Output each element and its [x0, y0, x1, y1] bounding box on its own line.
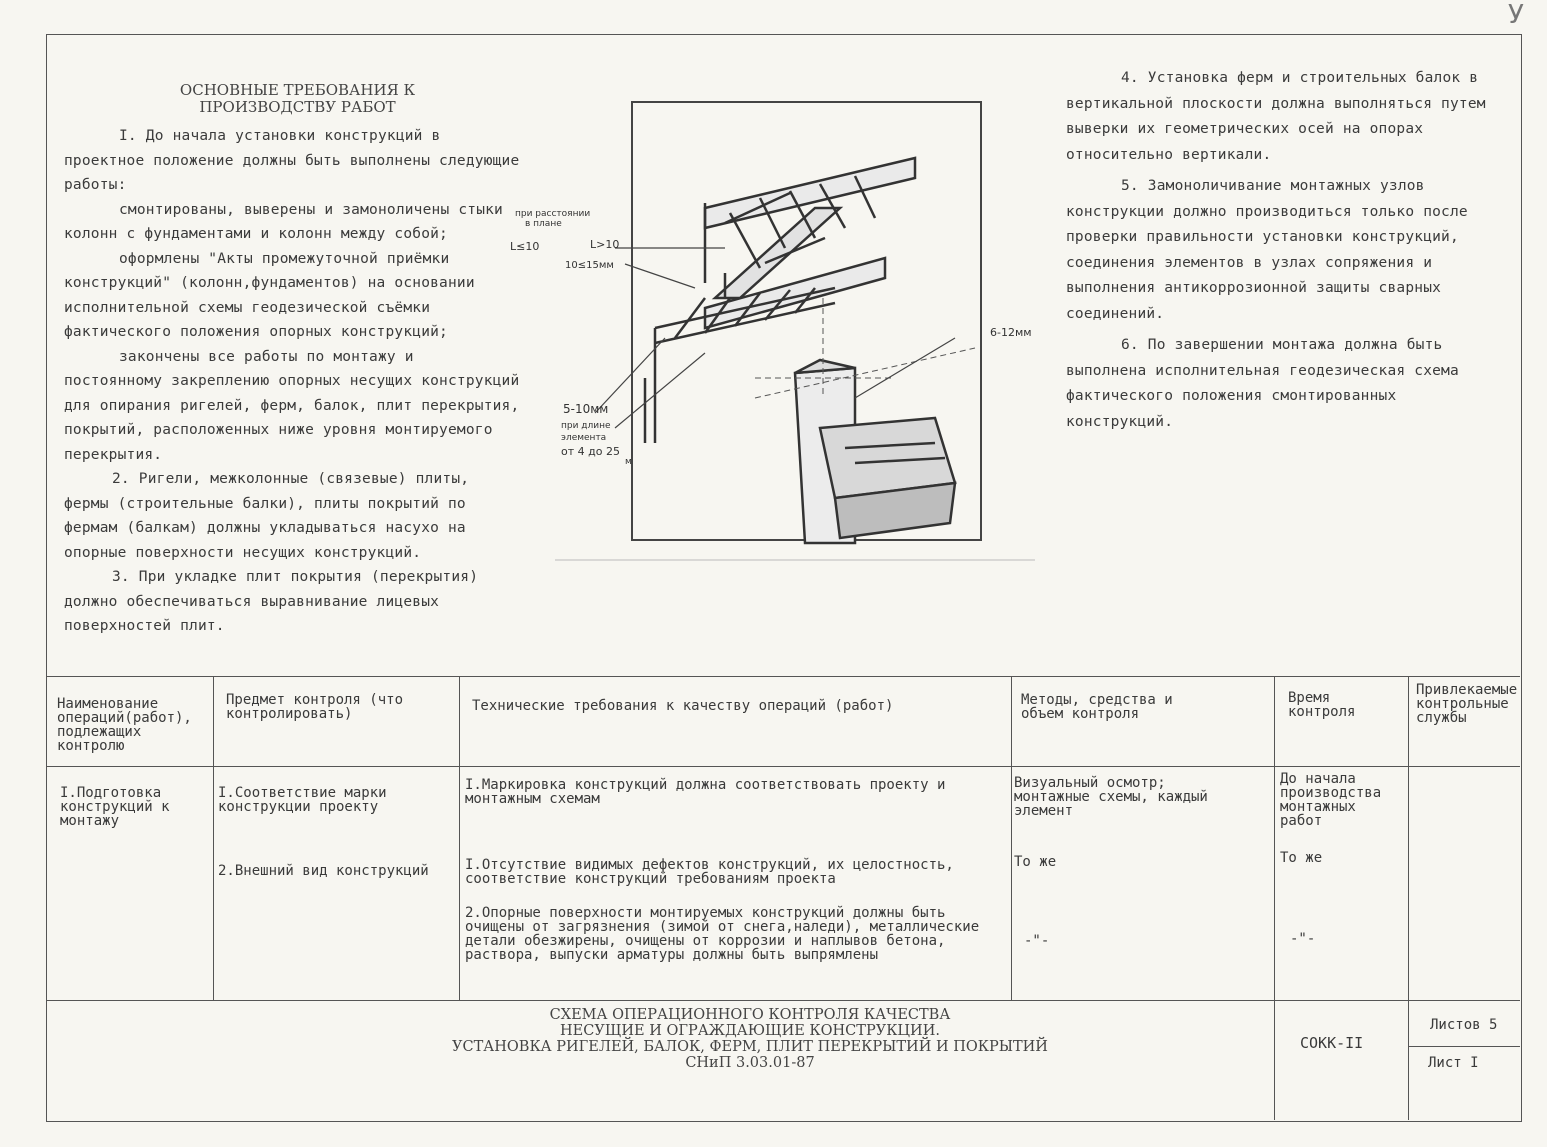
paragraph-1b: оформлены "Акты промежуточной приёмки конструкций" (колонн,фундаментов) на основании исполнительной схемы геодезической съёмки фактического положения опорных конструкций; [64, 250, 475, 340]
stamp-line-1: СХЕМА ОПЕРАЦИОННОГО КОНТРОЛЯ КАЧЕСТВА [549, 1007, 951, 1023]
label-6-12mm: 6-12мм [990, 326, 1032, 339]
header-time: Время контроля [1288, 690, 1356, 720]
stamp-mid-line [1408, 1046, 1520, 1047]
label-length-3: от 4 до 25 [561, 445, 620, 458]
paragraph-1a: смонтированы, выверены и замоноличены стыки колонн с фундаментами и колонн между собой; [64, 201, 503, 242]
header-services: Привлекаемые контрольные службы [1416, 682, 1518, 726]
row1-method: Визуальный осмотр; монтажные схемы, каждый элемент [1014, 775, 1208, 819]
col-line-3 [1011, 676, 1012, 1000]
label-l-le-10: L≤10 [510, 240, 540, 253]
paragraph-4: 4. Установка ферм и строительных балок в вертикальной плоскости должна выполняться путем выверки их геометрических осей на опорах относительно вертикали. [1066, 70, 1486, 163]
label-10-15mm: 10≤15мм [565, 260, 614, 271]
header-methods: Методы, средства и объем контроля [1021, 692, 1173, 722]
leader-lines [595, 248, 955, 428]
paragraph-1: I. До начала установки конструкций в проектное положение должны быть выполнены следующие работы: [64, 128, 520, 193]
label-distance-2: в плане [525, 219, 562, 229]
label-length-2: элемента [561, 433, 607, 443]
header-requirements: Технические требования к качеству операций (работ) [472, 698, 894, 714]
row2-method: То же [1014, 854, 1057, 870]
col-line-2 [459, 676, 460, 1000]
row2-requirement: I.Отсутствие видимых дефектов конструкций, их целостность, соответствие конструкций требованиям проекта [465, 857, 954, 887]
stamp-line-4: СНиП 3.03.01-87 [685, 1055, 815, 1071]
label-5-10mm: 5-10мм [563, 402, 609, 416]
row3-time: -"- [1290, 931, 1316, 947]
row2-time: То же [1280, 850, 1323, 866]
stamp-title [440, 1007, 1060, 1071]
corner-mark: У [1508, 0, 1524, 30]
stamp-sheets-total: Листов 5 [1430, 1017, 1498, 1033]
row2-subject: 2.Внешний вид конструкций [218, 863, 429, 879]
header-subject: Предмет контроля (что контролировать) [226, 692, 404, 722]
label-distance-1: при расстоянии [515, 209, 591, 219]
upper-truss [705, 158, 915, 328]
label-length-4: м [625, 457, 632, 467]
label-l-gt-10: L>10 [590, 238, 620, 251]
paragraph-1c: закончены все работы по монтажу и постоянному закреплению опорных несущих конструкций для опирания ригелей, ферм, балок, плит перекрытия, покрытий, расположенных ниже уровня монтируемого перекрытия. [64, 348, 520, 463]
row3-method: -"- [1024, 933, 1050, 949]
paragraph-3: 3. При укладке плит покрытия (перекрытия) должно обеспечиваться выравнивание лицевых поверхностей плит. [64, 569, 479, 634]
stamp-sheet-number: Лист I [1428, 1055, 1479, 1071]
table-header-bottom-line [46, 766, 1520, 767]
label-length-1: при длине [561, 421, 611, 431]
stamp-top-line [46, 1000, 1520, 1001]
row1-requirement: I.Маркировка конструкций должна соответствовать проекту и монтажным схемам [465, 777, 946, 807]
header-operations: Наименование операций(работ), подлежащих контролю [57, 696, 192, 754]
paragraph-5: 5. Замоноличивание монтажных узлов конструкции должно производиться только после проверки правильности установки конструкций, соединения элементов в узлах сопряжения и выполнения антикоррозионной защиты сварных соединений. [1066, 178, 1468, 322]
col-line-4 [1274, 676, 1275, 1120]
stamp-line-3: УСТАНОВКА РИГЕЛЕЙ, БАЛОК, ФЕРМ, ПЛИТ ПЕРЕКРЫТИЙ И ПОКРЫТИЙ [452, 1039, 1048, 1055]
row1-subject: I.Соответствие марки конструкции проекту [218, 785, 387, 815]
left-text-column [64, 124, 520, 639]
col-line-5 [1408, 676, 1409, 1120]
paragraph-6: 6. По завершении монтажа должна быть выполнена исполнительная геодезическая схема фактического положения смонтированных конструкций. [1066, 337, 1459, 430]
column-and-beam [795, 360, 955, 543]
table-top-line [46, 676, 1520, 677]
right-text-column [1066, 66, 1512, 435]
stamp-line-2: НЕСУЩИЕ И ОГРАЖДАЮЩИЕ КОНСТРУКЦИИ. [560, 1023, 940, 1039]
row1-time: До начала производства монтажных работ [1280, 771, 1382, 829]
col-line-1 [213, 676, 214, 1000]
row3-requirement: 2.Опорные поверхности монтируемых конструкций должны быть очищены от загрязнения (зимой от снега,наледи), металлические детали обезжирены, очищены от коррозии и наплывов бетона, раствора, выпуски арматуры должны быть выпрямлены [465, 905, 980, 963]
requirements-title: ОСНОВНЫЕ ТРЕБОВАНИЯ К ПРОИЗВОДСТВУ РАБОТ [179, 81, 416, 116]
paragraph-2: 2. Ригели, межколонные (связевые) плиты, фермы (строительные балки), плиты покрытий по фермам (балкам) должны укладываться насухо на опорные поверхности несущих конструкций. [64, 471, 470, 561]
stamp-code: СОКК-II [1300, 1034, 1364, 1052]
row1-operation: I.Подготовка конструкций к монтажу [60, 785, 170, 829]
installation-drawing [510, 98, 1037, 562]
